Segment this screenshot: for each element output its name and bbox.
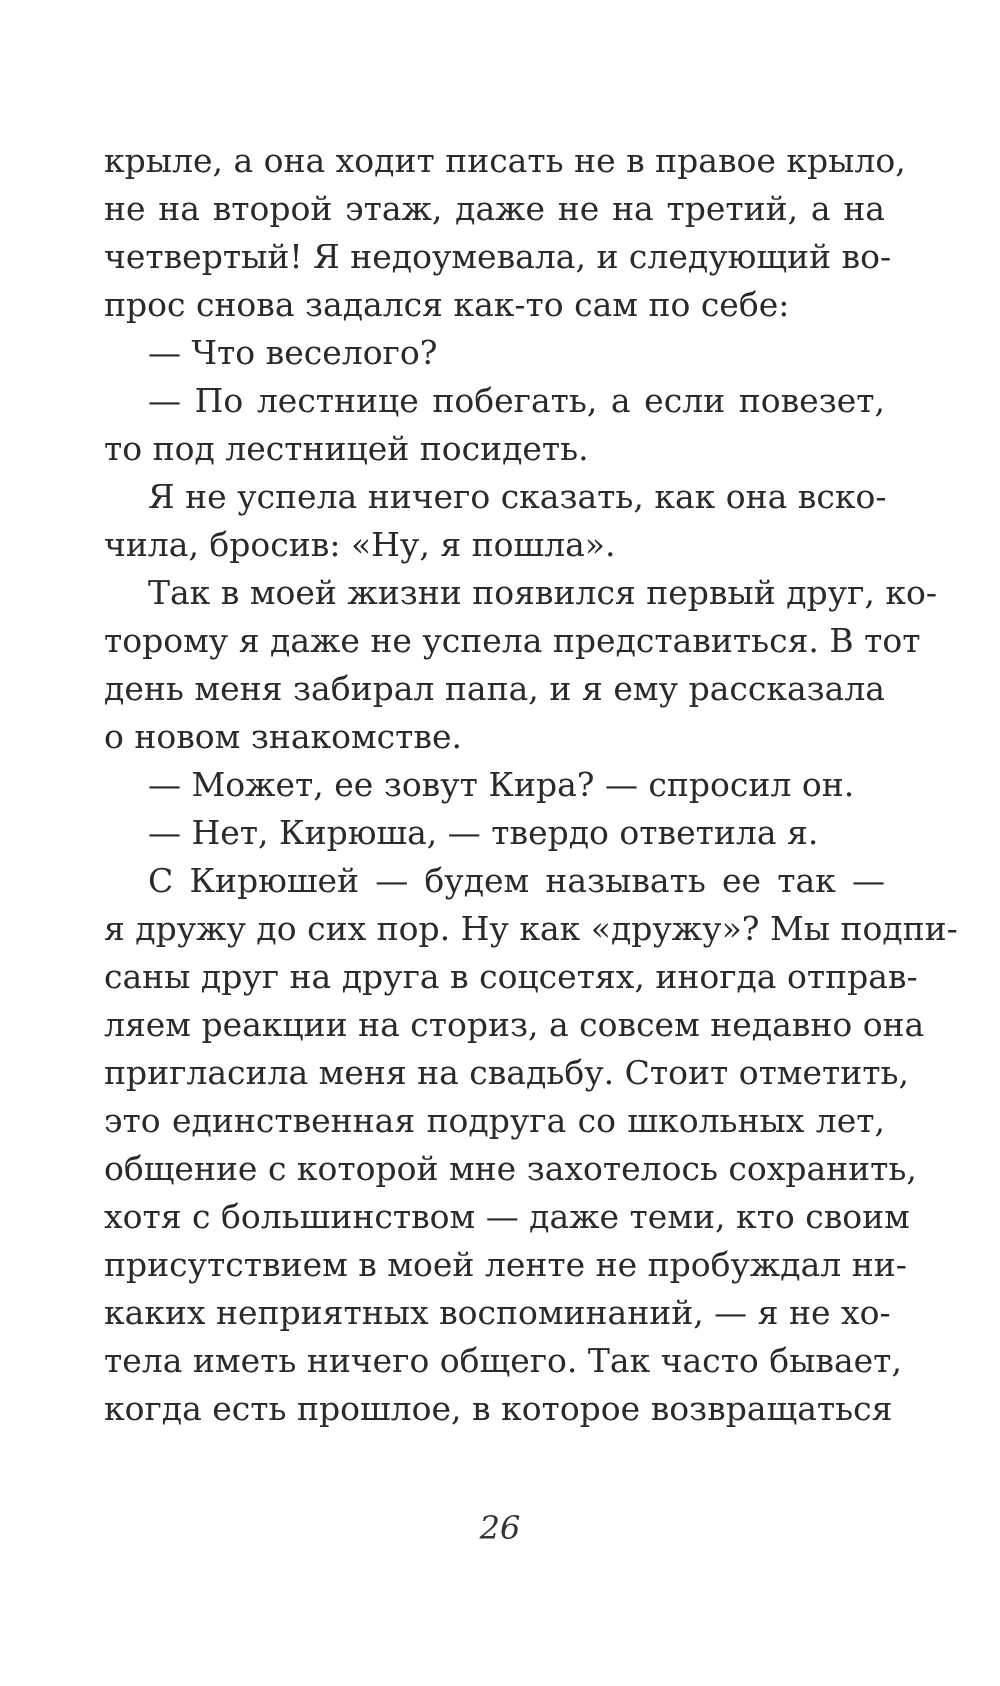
paragraph-line-3: С Кирюшей — будем называть ее так —: [148, 861, 885, 900]
text-line-19: ляем реакции на сториз, а совсем недавно она: [104, 1005, 925, 1044]
text-line-17: я дружу до сих пор. Ну как «дружу»? Мы подпи-: [104, 909, 958, 948]
page-number: 26: [479, 1509, 521, 1547]
paragraph-line-1: Я не успела ничего сказать, как она вско-: [148, 477, 887, 516]
text-line-20: пригласила меня на свадьбу. Стоит отметить,: [104, 1053, 909, 1092]
text-line-11: торому я даже не успела представиться. В тот: [104, 621, 921, 660]
text-line-18: саны друг на друга в соцсетях, иногда отправ-: [104, 957, 918, 996]
dialogue-line-2: — По лестнице побегать, а если повезет,: [148, 381, 885, 420]
text-line-9: чила, бросив: «Ну, я пошла».: [104, 525, 616, 564]
text-line-2: не на второй этаж, даже не на третий, а на: [104, 189, 885, 228]
dialogue-line-3: — Может, ее зовут Кира? — спросил он.: [148, 765, 855, 804]
text-line-7: то под лестницей посидеть.: [104, 429, 589, 468]
text-line-4: прос снова задался как-то сам по себе:: [104, 285, 790, 324]
paragraph-line-2: Так в моей жизни появился первый друг, ко-: [148, 573, 938, 612]
text-line-13: о новом знакомстве.: [104, 717, 462, 756]
text-line-1: крыле, а она ходит писать не в правое крыло,: [104, 141, 906, 180]
text-line-22: общение с которой мне захотелось сохранить,: [104, 1149, 917, 1188]
text-line-23: хотя с большинством — даже теми, кто своим: [104, 1197, 910, 1236]
text-line-25: каких неприятных воспоминаний, — я не хо-: [104, 1293, 891, 1332]
text-line-3: четвертый! Я недоумевала, и следующий во-: [104, 237, 892, 276]
text-line-26: тела иметь ничего общего. Так часто бывает,: [104, 1341, 902, 1380]
dialogue-line-4: — Нет, Кирюша, — твердо ответила я.: [148, 813, 819, 852]
text-line-21: это единственная подруга со школьных лет,: [104, 1101, 885, 1140]
text-line-12: день меня забирал папа, и я ему рассказала: [104, 669, 885, 708]
dialogue-line-1: — Что веселого?: [148, 333, 438, 372]
text-line-27: когда есть прошлое, в которое возвращаться: [104, 1389, 893, 1428]
text-line-24: присутствием в моей ленте не пробуждал ни-: [104, 1245, 907, 1284]
